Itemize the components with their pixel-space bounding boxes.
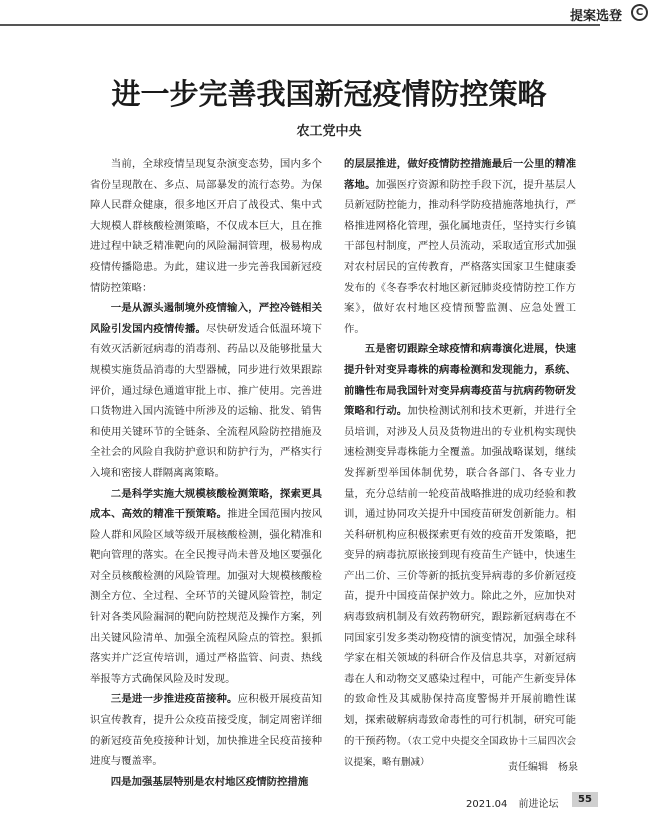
paragraph: 三是进一步推进疫苗接种。应积极开展疫苗知识宣传教育，提升公众疫苗接受度，制定周密详细的新冠疫苗免疫接种计划，加快推进全民疫苗接种进度与覆盖率。 xyxy=(90,693,322,768)
right-column xyxy=(344,154,576,774)
source-note: （农工党中央提交全国政协十三届四次会议提案，略有删减） xyxy=(344,735,576,769)
header-rule xyxy=(0,24,600,26)
left-column xyxy=(90,154,322,792)
paragraph: 一是从源头遏制境外疫情输入，严控冷链相关风险引发国内疫情传播。尽快研发适合低温环境下有效灭活新冠病毒的消毒剂、药品以及能够批量大规模实施货品消毒的大型器械，同步进行效果跟踪评价，通过绿色通道审批上市、推广使用。完善进口货物进入国内流链中所涉及的运输、批发、销售和使用关键环节的全链条、全流程风险防控措施及全社会的风险自我防护意识和防护行为，严格实行入境和密接人群隔离离策略。 xyxy=(90,302,323,479)
page-header xyxy=(0,0,658,30)
page-number: 55 xyxy=(572,792,598,807)
issue-date: 2021.04 xyxy=(466,799,508,810)
editor-credit: 责任编辑 杨泉 xyxy=(508,762,578,773)
page-footer xyxy=(466,795,567,810)
section-label: 提案选登 xyxy=(566,5,626,24)
paragraph: 二是科学实施大规模核酸检测策略，探索更具成本、高效的精准干预策略。推进全国范围内按风险人群和风险区域等级开展核酸检测，强化精准和靶向管理的落实。在全民搜寻尚未普及地区要强化对全员核酸检测的风险管理。加强对大规模核酸检测全方位、全过程、全环节的关键风险管控，制定针对各类风险漏洞的靶向防控规范及操作方案，列出关键风险清单、加强全流程风险点的管控。狠抓落实并广泛宣传培训，通过严格监管、问责、热线举报等方式确保风险及时发现。 xyxy=(90,487,322,685)
paragraph: 的层层推进，做好疫情防控措施最后一公里的精准落地。加强医疗资源和防控手段下沉，提升基层人员新冠防控能力，推动科学防疫措施落地执行，严格推进网格化管理，强化属地责任，坚持实行乡镇干部包村制度，严控人员流动，采取适宜形式加强对农村居民的宣传教育，严格落实国家卫生健康委发布的《冬春季农村地区新冠肺炎疫情防控工作方案》，做好农村地区疫情预警监测、应急处置工作。 xyxy=(344,158,577,335)
article-author: 农工党中央 xyxy=(296,124,362,139)
paragraph: 五是密切跟踪全球疫情和病毒演化进展，快速提升针对变异毒株的病毒检测和发现能力，系统、前瞻性布局我国针对变异病毒疫苗与抗病药物研发策略和行动。加快检测试剂和技术更新，并进行全员培训，对涉及人员及货物进出的专业机构实现快速检测变异毒株能力全覆盖。加强战略谋划，继续发挥新型举国体制优势，联合各部门、各专业力量，充分总结前一轮疫苗战略推进的成功经验和教训，通过协同攻关提升中国疫苗研发创新能力。相关科研机构应积极探索更有效的疫苗开发策略，把变异的病毒抗原嵌接到现有疫苗生产链中，快速生产出二价、三价等新的抵抗变异病毒的多价新冠疫苗，提升中国疫苗保护效力。除此之外，应加快对病毒致病机制及有效药物研究，跟踪新冠病毒在不同国家引发多类动物疫情的演变情况，加强全球科学家在相关领域的科研合作及信息共享，对新冠病毒在人和动物交叉感染过程中，可能产生新变异体的致命性及其威胁保持高度警惕并开展前瞻性谋划，探索破解病毒致命毒性的可行机制，研究可能的干预药物。（农工党中央提交全国政协十三届四次会议提案，略有删减） xyxy=(344,343,577,769)
paragraph: 当前，全球疫情呈现复杂演变态势，国内多个省份呈现散在、多点、局部暴发的流行态势。为保障人民群众健康，很多地区开启了战役式、集中式大规模人群核酸检测策略，不仅成本巨大，且在推进过程中缺乏精准靶向的风险漏洞管理，极易构成疫情传播隐患。为此，建议进一步完善我国新冠疫情防控策略： xyxy=(90,158,322,294)
circle-c-icon: C xyxy=(631,4,648,21)
article-title: 进一步完善我国新冠疫情防控策略 xyxy=(111,77,547,111)
journal-name: 前进论坛 xyxy=(518,799,559,810)
paragraph: 四是加强基层特别是农村地区疫情防控措施 xyxy=(110,775,309,788)
